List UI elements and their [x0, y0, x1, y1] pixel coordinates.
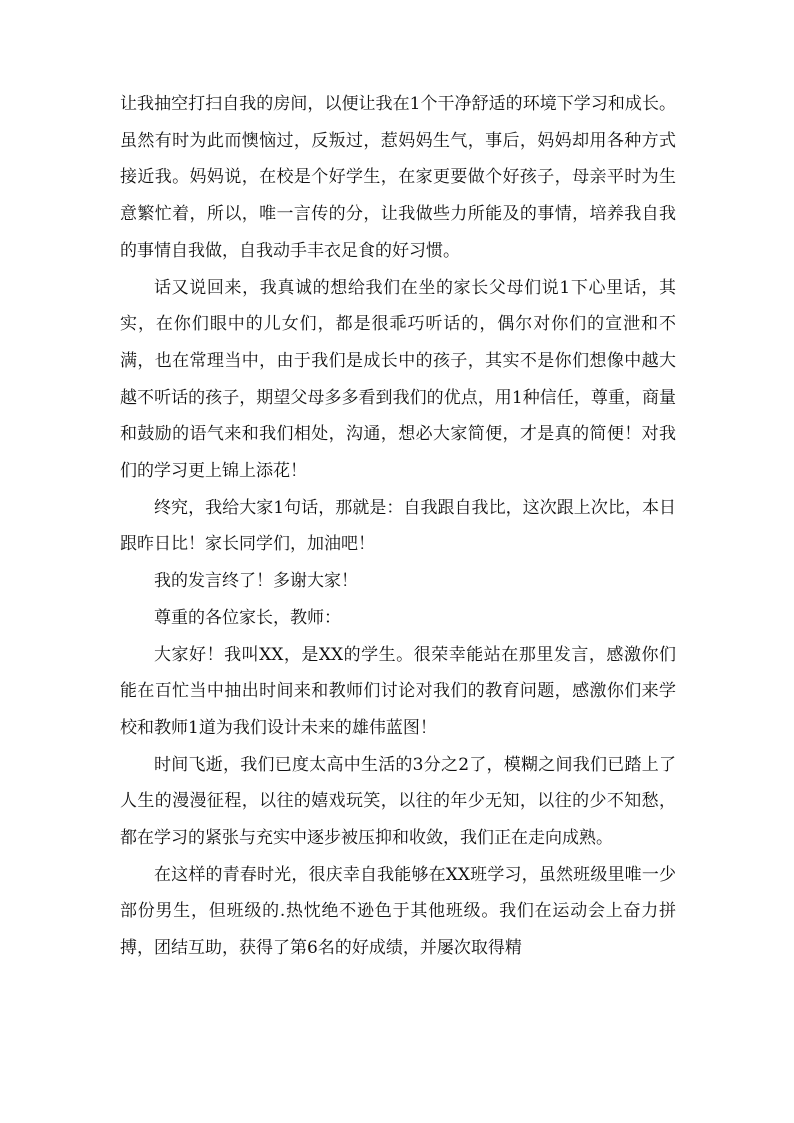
- paragraph-2: 话又说回来，我真诚的想给我们在坐的家长父母们说1下心里话，其实，在你们眼中的儿女们，都是很乖巧听话的，偶尔对你们的宣泄和不满，也在常理当中，由于我们是成长中的孩子，其实不是你们想像中越大越不听话的孩子，期望父母多多看到我们的优点，用1种信任，尊重，商量和鼓励的语气来和我们相处，沟通，想必大家简便，才是真的简便！对我们的学习更上锦上添花！: [120, 277, 676, 482]
- paragraph-8: 在这样的青春时光，很庆幸自我能够在XX班学习，虽然班级里唯一少部份男生，但班级的.热忱绝不逊色于其他班级。我们在运动会上奋力拼搏，团结互助，获得了第6名的好成绩，并屡次取得精: [120, 864, 676, 959]
- document-body: [120, 86, 676, 967]
- paragraph-4: 我的发言终了！多谢大家！: [154, 571, 358, 592]
- paragraph-5: 尊重的各位家长，教师：: [154, 607, 341, 628]
- paragraph-6: 大家好！我叫XX，是XX的学生。很荣幸能站在那里发言，感激你们能在百忙当中抽出时间来和教师们讨论对我们的教育问题，感激你们来学校和教师1道为我们设计未来的雄伟蓝图！: [120, 644, 676, 738]
- paragraph-7: 时间飞逝，我们已度太高中生活的3分之2了，模糊之间我们已踏上了人生的漫漫征程，以往的嬉戏玩笑，以往的年少无知，以往的少不知愁，都在学习的紧张与充实中逐步被压抑和收敛，我们正在走向成熟。: [120, 754, 676, 849]
- paragraph-1: 让我抽空打扫自我的房间，以便让我在1个干净舒适的环境下学习和成长。虽然有时为此而懊恼过，反叛过，惹妈妈生气，事后，妈妈却用各种方式接近我。妈妈说，在校是个好学生，在家更要做个好孩子，母亲平时为生意繁忙着，所以，唯一言传的分，让我做些力所能及的事情，培养我自我的事情自我做，自我动手丰衣足食的好习惯。: [120, 94, 676, 261]
- paragraph-3: 终究，我给大家1句话，那就是：自我跟自我比，这次跟上次比，本日跟昨日比！家长同学们，加油吧！: [120, 497, 676, 555]
